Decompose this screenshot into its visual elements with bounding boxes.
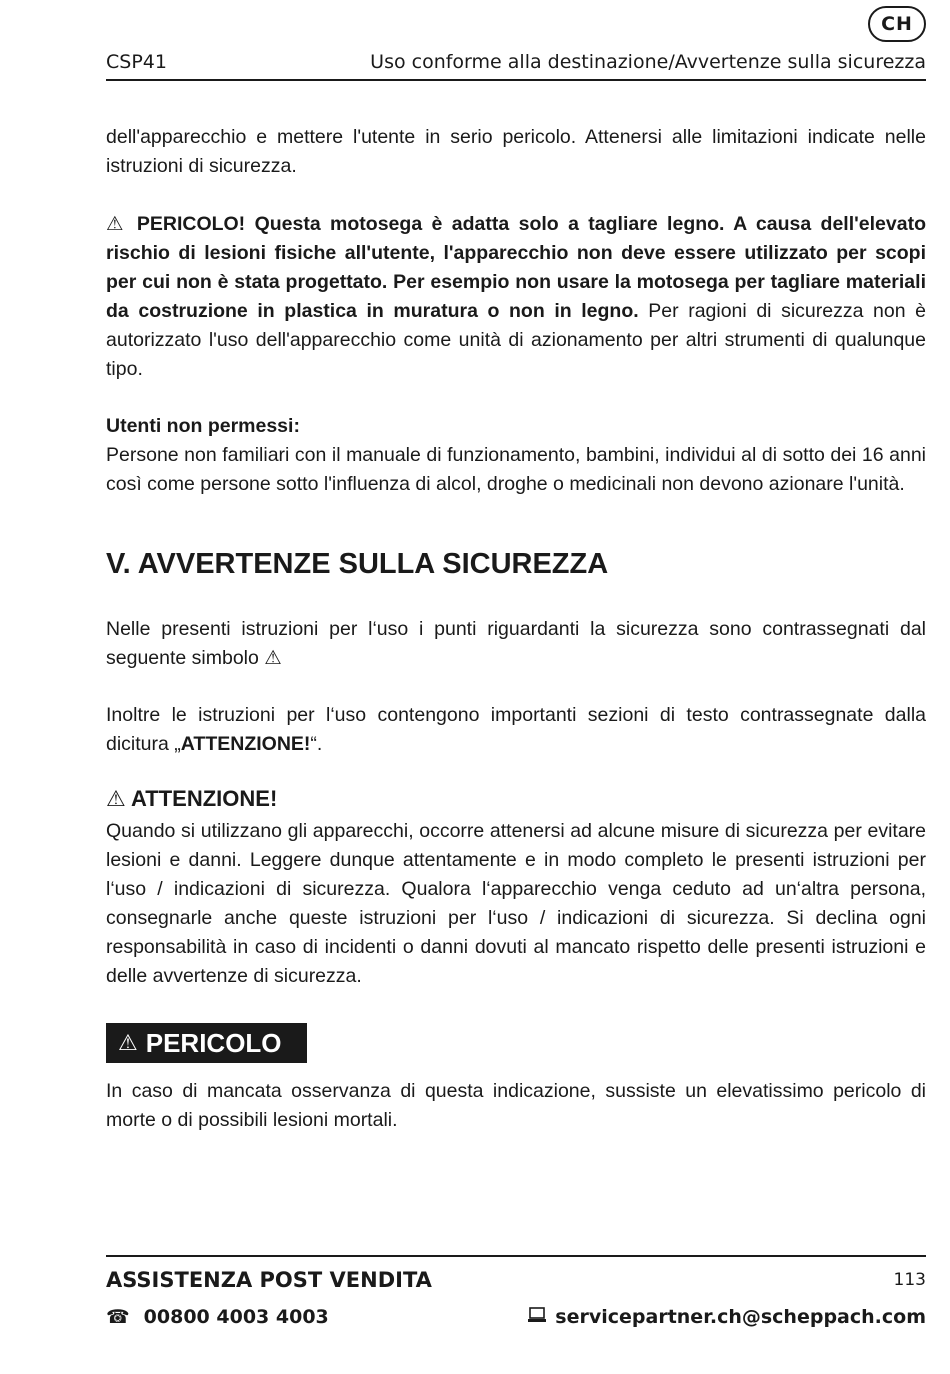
danger-bold-text: PERICOLO! Questa motosega è adatta solo a tagliare legno. A causa dell'elevato rischio di lesioni fisiche all'utente, l'apparecchio non deve essere utilizzato per scopi per cui non è stata progettato. Per esempio non usare la motosega per tagliare materiali da costruzione in plastica in muratura o non in legno. (106, 213, 926, 322)
users-heading: Utenti non permessi: (106, 415, 300, 437)
attention-intro-text: Inoltre le istruzioni per l‘uso contengono importanti sezioni di testo contrassegnate dalla dicitura „ (106, 704, 926, 755)
symbol-paragraph (106, 615, 926, 673)
telephone-icon: ☎ (106, 1306, 130, 1328)
footer-rule (106, 1255, 926, 1257)
section-title: V. AVVERTENZE SULLA SICUREZZA (106, 548, 609, 580)
warning-triangle-icon: ⚠ (106, 786, 126, 811)
footer-title: ASSISTENZA POST VENDITA (106, 1268, 432, 1292)
danger-label (106, 1023, 307, 1063)
attention-intro-end: “. (310, 733, 323, 755)
intro-paragraph: dell'apparecchio e mettere l'utente in serio pericolo. Attenersi alle limitazioni indicate nelle istruzioni di sicurezza. (106, 126, 926, 177)
danger-paragraph (106, 210, 926, 384)
attention-text: Quando si utilizzano gli apparecchi, occorre attenersi ad alcune misure di sicurezza per evitare lesioni e danni. Leggere dunque attentamente e in modo completo le presenti istruzioni per l‘uso / indicazioni di sicurezza. Qualora l‘apparecchio venga ceduto ad un‘altra persona, consegnarle anche queste istruzioni per l‘uso / indicazioni di sicurezza. Si declina ogni responsabilità in caso di incidenti o danni dovuti al mancato rispetto delle presenti istruzioni e delle avvertenze di sicurezza. (106, 820, 926, 987)
warning-triangle-icon: ⚠ (118, 1030, 138, 1055)
danger-normal-text: Per ragioni di sicurezza non è autorizzato l'uso dell'apparecchio come unità di azionamento per altri strumenti di qualunque tipo. (106, 300, 927, 380)
header-rule (106, 79, 926, 81)
attention-heading (106, 786, 277, 812)
attention-intro-paragraph (106, 701, 926, 759)
phone-number: 00800 4003 4003 (143, 1306, 329, 1328)
country-badge: CH (868, 6, 926, 42)
users-text: Persone non familiari con il manuale di funzionamento, bambini, individui al di sotto dei 16 anni così come persone sotto l'influenza di alcol, droghe o medicinali non devono azionare l'unità. (106, 444, 926, 495)
symbol-text: Nelle presenti istruzioni per l‘uso i punti riguardanti la sicurezza sono contrassegnati dal seguente simbolo (106, 618, 926, 669)
service-email (527, 1306, 926, 1328)
warning-triangle-icon: ⚠ (106, 213, 128, 235)
attention-word: ATTENZIONE! (180, 733, 311, 755)
danger-label-text: PERICOLO (145, 1027, 282, 1058)
attention-heading-label: ATTENZIONE! (131, 786, 278, 811)
danger-text: In caso di mancata osservanza di questa indicazione, sussiste un elevatissimo pericolo di morte o di possibili lesioni mortali. (106, 1080, 926, 1131)
page-header-title: Uso conforme alla destinazione/Avvertenze sulla sicurezza (370, 51, 926, 73)
computer-icon (527, 1306, 547, 1328)
page-number: 113 (893, 1270, 926, 1290)
model-name: CSP41 (106, 51, 167, 73)
email-address[interactable]: servicepartner.ch@scheppach.com (555, 1306, 926, 1328)
warning-triangle-icon: ⚠ (264, 647, 282, 669)
service-phone (106, 1306, 329, 1328)
